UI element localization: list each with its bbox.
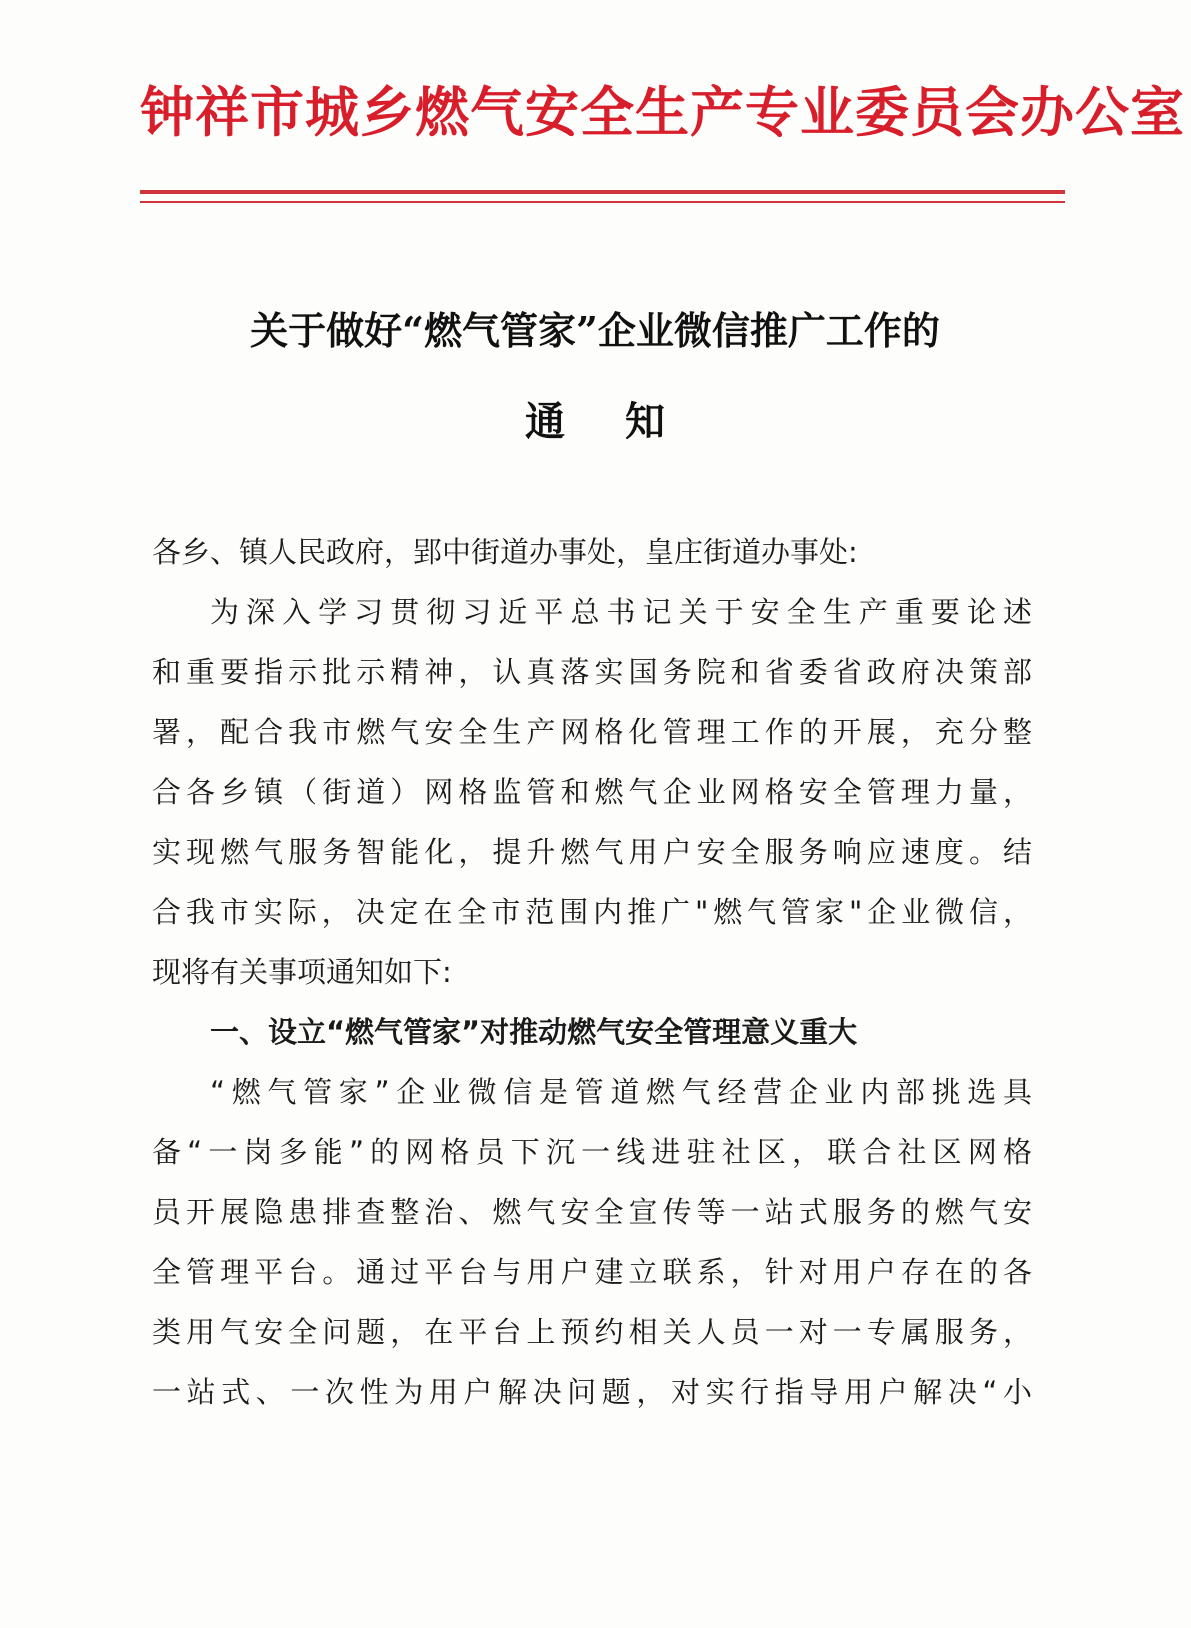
paragraph-line: 全管理平台。通过平台与用户建立联系，针对用户存在的各 (152, 1255, 1032, 1289)
paragraph-line: 现将有关事项通知如下: (152, 955, 452, 989)
section-heading: 一、设立“燃气管家”对推动燃气安全管理意义重大 (210, 1015, 858, 1049)
paragraph-line: 合我市实际，决定在全市范围内推广"燃气管家"企业微信， (152, 895, 1032, 929)
paragraph-line: 类用气安全问题，在平台上预约相关人员一对一专属服务， (152, 1315, 1032, 1349)
paragraph-line: 实现燃气服务智能化，提升燃气用户安全服务响应速度。结 (152, 835, 1032, 869)
document-title: 关于做好“燃气管家”企业微信推广工作的 (250, 308, 940, 353)
addressee-line: 各乡、镇人民政府，郢中街道办事处，皇庄街道办事处: (152, 535, 858, 569)
paragraph-line: 员开展隐患排查整治、燃气安全宣传等一站式服务的燃气安 (152, 1195, 1032, 1229)
paragraph-line: 为深入学习贯彻习近平总书记关于安全生产重要论述 (210, 595, 1032, 629)
paragraph-line: 合各乡镇（街道）网格监管和燃气企业网格安全管理力量， (152, 775, 1032, 809)
organization-header: 钟祥市城乡燃气安全生产专业委员会办公室 (140, 81, 1185, 144)
paragraph-line: 署，配合我市燃气安全生产网格化管理工作的开展，充分整 (152, 715, 1032, 749)
document-body (152, 522, 1032, 1422)
document-title-notice: 通知 (525, 398, 725, 445)
paragraph-line: 一站式、一次性为用户解决问题，对实行指导用户解决“小 (152, 1375, 1032, 1409)
paragraph-line: 备“一岗多能”的网格员下沉一线进驻社区，联合社区网格 (152, 1135, 1032, 1169)
header-rule-thin (140, 201, 1065, 203)
paragraph-line: 和重要指示批示精神，认真落实国务院和省委省政府决策部 (152, 655, 1032, 689)
header-rule-thick (140, 190, 1065, 194)
paragraph-line: “燃气管家”企业微信是管道燃气经营企业内部挑选具 (210, 1075, 1032, 1109)
